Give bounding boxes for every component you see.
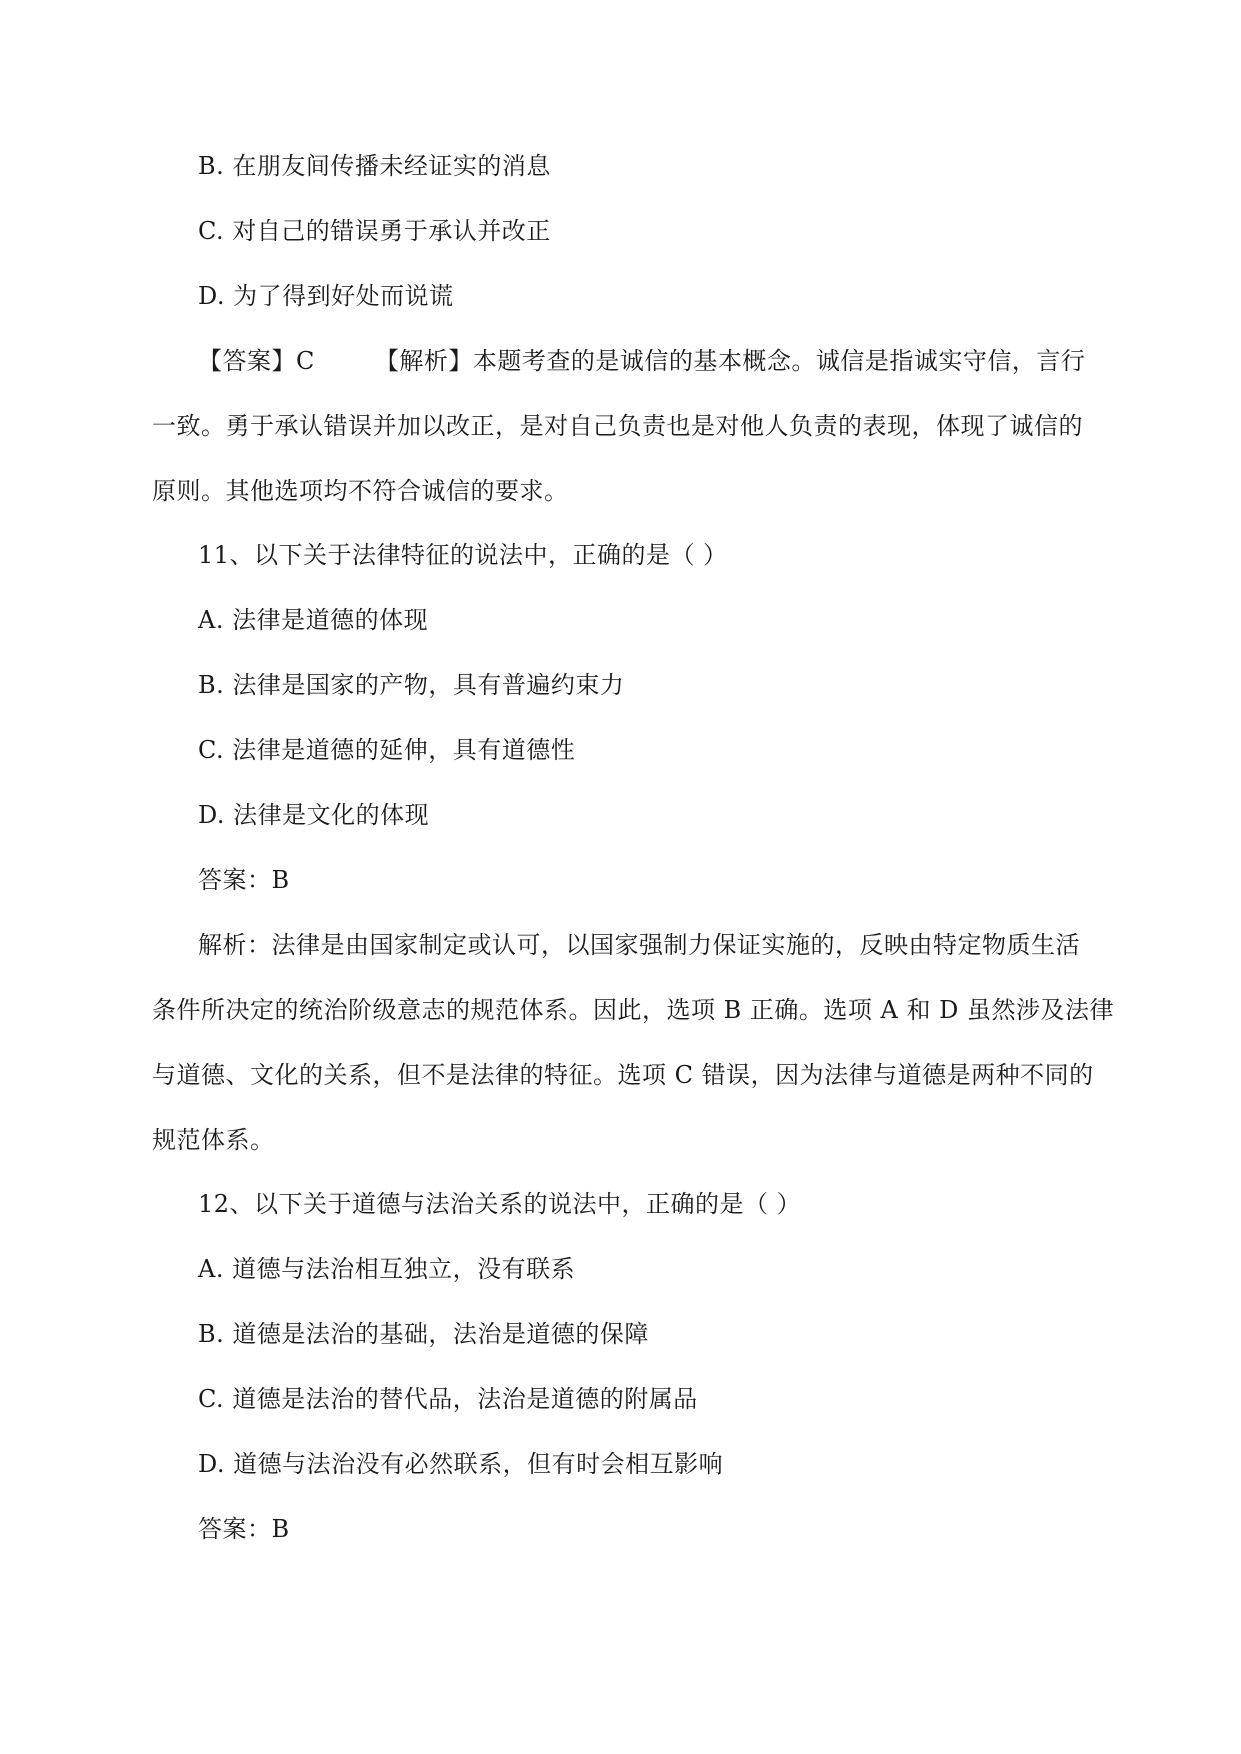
q12-option-a: A. 道德与法治相互独立，没有联系 <box>198 1255 576 1283</box>
q10-option-d: D. 为了得到好处而说谎 <box>198 282 454 310</box>
q11-analysis-line-1: 解析：法律是由国家制定或认可，以国家强制力保证实施的，反映由特定物质生活 <box>198 931 1080 959</box>
q12-question: 12、以下关于道德与法治关系的说法中，正确的是（ ） <box>198 1190 802 1218</box>
q10-option-c: C. 对自己的错误勇于承认并改正 <box>198 217 551 245</box>
q11-answer: 答案：B <box>198 866 290 894</box>
q11-option-b: B. 法律是国家的产物，具有普遍约束力 <box>198 671 625 699</box>
q12-answer: 答案：B <box>198 1515 290 1543</box>
q11-question: 11、以下关于法律特征的说法中，正确的是（ ） <box>198 541 728 569</box>
q10-analysis-line-1: 【解析】本题考查的是诚信的基本概念。诚信是指诚实守信，言行 <box>374 347 1086 375</box>
q11-analysis-line-2: 条件所决定的统治阶级意志的规范体系。因此，选项 B 正确。选项 A 和 D 虽然涉及法律 <box>152 996 1114 1024</box>
q12-option-c: C. 道德是法治的替代品，法治是道德的附属品 <box>198 1385 698 1413</box>
q10-answer-line <box>198 344 1085 378</box>
q12-option-d: D. 道德与法治没有必然联系，但有时会相互影响 <box>198 1450 724 1478</box>
q11-analysis-line-3: 与道德、文化的关系，但不是法律的特征。选项 C 错误，因为法律与道德是两种不同的 <box>152 1061 1094 1089</box>
q11-option-c: C. 法律是道德的延伸，具有道德性 <box>198 736 576 764</box>
q11-option-a: A. 法律是道德的体现 <box>198 606 429 634</box>
q11-analysis-line-4: 规范体系。 <box>152 1126 275 1154</box>
q12-option-b: B. 道德是法治的基础，法治是道德的保障 <box>198 1320 649 1348</box>
q11-option-d: D. 法律是文化的体现 <box>198 801 430 829</box>
q10-analysis-line-2: 一致。勇于承认错误并加以改正，是对自己负责也是对他人负责的表现，体现了诚信的 <box>152 412 1083 440</box>
q10-option-b: B. 在朋友间传播未经证实的消息 <box>198 152 551 180</box>
q10-answer: 【答案】C <box>198 347 315 375</box>
q10-analysis-line-3: 原则。其他选项均不符合诚信的要求。 <box>152 477 569 505</box>
